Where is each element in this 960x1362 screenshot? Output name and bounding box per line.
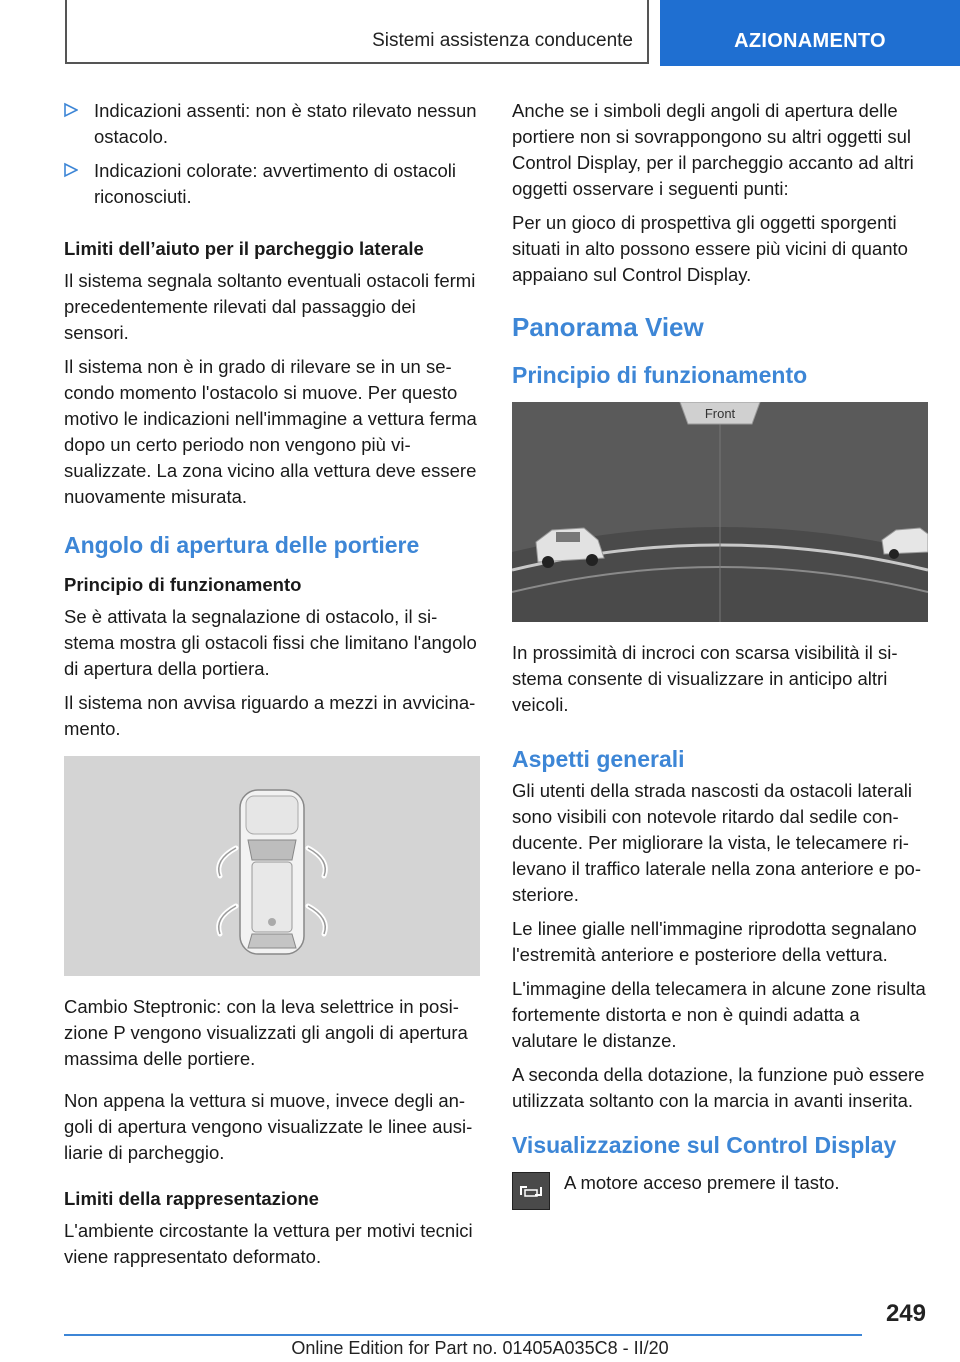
panorama-camera-image	[512, 402, 928, 622]
bullet-item	[64, 98, 480, 150]
camera-view-graphic	[512, 402, 928, 622]
left-column	[64, 98, 480, 1278]
paragraph: Se è attivata la segnalazione di ostacolo, il sistema mostra gli ostacoli fissi che limitano l'angolo di apertura della portiera.	[64, 606, 477, 679]
right-column	[512, 98, 928, 1210]
heading-general: Aspetti generali	[512, 746, 685, 772]
heading-door-angle: Angolo di apertura delle portiere	[64, 532, 420, 558]
bullet-text: Indicazioni assenti: non è stato rilevato nessun ostacolo.	[94, 100, 477, 147]
paragraph: L'immagine della telecamera in alcune zone risulta fortemente distorta e non è quindi adatta a valutare le distanze.	[512, 978, 926, 1051]
footer-edition: Online Edition for Part no. 01405A035C8 - II/20	[291, 1338, 669, 1358]
paragraph: Non appena la vettura si muove, invece degli angoli di apertura vengono visualizzate le linee ausiliarie di parcheggio.	[64, 1090, 473, 1163]
paragraph: A motore acceso premere il tasto.	[564, 1172, 840, 1193]
paragraph: Le linee gialle nell'immagine riprodotta segnalano l'estremità anteriore e posteriore della vettura.	[512, 918, 917, 965]
bullet-text: Indicazioni colorate: avvertimento di ostacoli riconosciuti.	[94, 160, 456, 207]
paragraph: Anche se i simboli degli angoli di apertura delle portiere non si sovrappongono su altri oggetti sul Control Display, per il parcheggio accanto ad altri oggetti osservare i seguenti punti:	[512, 100, 914, 199]
paragraph: Il sistema non è in grado di rilevare se in un secondo momento l'ostacolo si muove. Per questo motivo le indicazioni nell'immagine a vettura ferma dopo un certo periodo non vengono più visualizzate. La zona vicino alla vettura deve essere nuovamente misurata.	[64, 356, 477, 507]
heading-control-display: Visualizzazione sul Control Display	[512, 1132, 897, 1158]
chapter-tab[interactable]	[660, 0, 960, 66]
paragraph: Il sistema segnala soltanto eventuali ostacoli fermi precedentemente rilevati dal passaggio dei sensori.	[64, 270, 476, 343]
paragraph: In prossimità di incroci con scarsa visibilità il sistema consente di visualizzare in anticipo altri veicoli.	[512, 642, 898, 715]
subheading-limits-display: Limiti della rappresentazione	[64, 1188, 319, 1209]
bullet-item	[64, 158, 480, 210]
door-angle-illustration	[64, 756, 480, 976]
paragraph: Per un gioco di prospettiva gli oggetti sporgenti situati in alto possono essere più vicini di quanto appaiano sul Control Display.	[512, 212, 908, 285]
heading-principle: Principio di funzionamento	[512, 362, 808, 388]
header-section-title: Sistemi assistenza conducente	[372, 30, 633, 51]
paragraph: L'ambiente circostante la vettura per motivi tecnici viene rappresentato deformato.	[64, 1220, 473, 1267]
subheading-limits-side: Limiti dell’aiuto per il parcheggio laterale	[64, 238, 424, 259]
triangle-bullet-icon	[64, 102, 78, 118]
paragraph: A seconda della dotazione, la funzione può essere utilizzata soltanto con la marcia in avanti inserita.	[512, 1064, 925, 1111]
camera-front-label: Front	[704, 406, 736, 421]
car-top-view-icon	[64, 756, 480, 976]
paragraph: Gli utenti della strada nascosti da ostacoli laterali sono visibili con notevole ritardo dal sedile conducente. Per migliorare la vista, le telecamere rilevano il traffico laterale nella zona anteriore e posteriore.	[512, 780, 921, 905]
header-section-box	[65, 0, 649, 64]
panorama-view-button-icon	[512, 1172, 550, 1210]
triangle-bullet-icon	[64, 162, 78, 178]
page-number: 249	[885, 1300, 926, 1327]
paragraph: Cambio Steptronic: con la leva selettrice in posizione P vengono visualizzati gli angoli di apertura massima delle portiere.	[64, 996, 468, 1069]
subheading-principle: Principio di funzionamento	[64, 574, 302, 595]
heading-panorama-view: Panorama View	[512, 312, 704, 342]
paragraph: Il sistema non avvisa riguardo a mezzi in avvicinamento.	[64, 692, 476, 739]
footer-divider	[64, 1334, 862, 1336]
button-instruction-row	[512, 1170, 928, 1210]
chapter-tab-label: AZIONAMENTO	[734, 30, 886, 52]
